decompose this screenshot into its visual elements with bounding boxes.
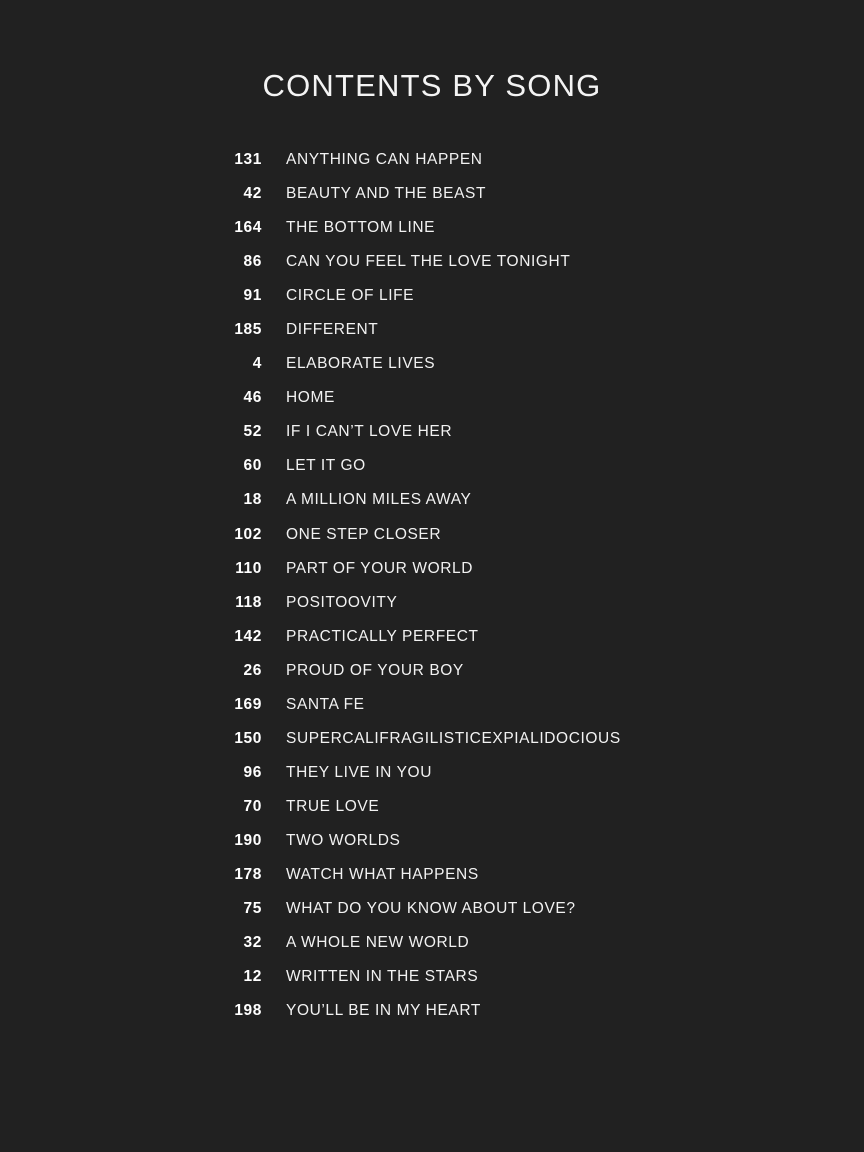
toc-entry bbox=[0, 892, 864, 926]
song-title: YOU’LL BE IN MY HEART bbox=[286, 1002, 481, 1020]
page-number: 150 bbox=[234, 729, 262, 747]
song-title: BEAUTY AND THE BEAST bbox=[286, 185, 487, 203]
page-number: 102 bbox=[234, 525, 262, 543]
song-title: PRACTICALLY PERFECT bbox=[286, 627, 479, 645]
page-number: 96 bbox=[243, 763, 262, 781]
song-title: CAN YOU FEEL THE LOVE TONIGHT bbox=[286, 253, 571, 271]
toc-entry bbox=[0, 926, 864, 960]
toc-entry bbox=[0, 415, 864, 449]
song-title: PART OF YOUR WORLD bbox=[286, 559, 474, 577]
page-number: 198 bbox=[234, 1002, 262, 1020]
song-title: WRITTEN IN THE STARS bbox=[286, 968, 479, 986]
page-number: 26 bbox=[243, 661, 262, 679]
page-number: 164 bbox=[234, 219, 262, 237]
toc-entry bbox=[0, 960, 864, 994]
song-title: CIRCLE OF LIFE bbox=[286, 287, 415, 305]
song-title: ANYTHING CAN HAPPEN bbox=[286, 151, 483, 168]
toc-entry bbox=[0, 824, 864, 858]
song-title: SUPERCALIFRAGILISTICEXPIALIDOCIOUS bbox=[286, 729, 621, 747]
song-title: PROUD OF YOUR BOY bbox=[286, 661, 464, 679]
song-title: SANTA FE bbox=[286, 695, 365, 713]
page-number: 60 bbox=[243, 457, 262, 475]
page-number: 18 bbox=[243, 491, 262, 509]
song-title: LET IT GO bbox=[286, 457, 366, 475]
toc-entry bbox=[0, 143, 864, 177]
song-title: POSITOOVITY bbox=[286, 593, 398, 611]
page-number: 42 bbox=[243, 185, 262, 203]
page-number: 142 bbox=[234, 627, 262, 645]
toc-entry bbox=[0, 994, 864, 1028]
page-number: 118 bbox=[235, 593, 262, 611]
page-number: 46 bbox=[243, 389, 262, 407]
song-title: A WHOLE NEW WORLD bbox=[286, 934, 470, 952]
toc-entry bbox=[0, 347, 864, 381]
toc-entry bbox=[0, 756, 864, 790]
toc-entry bbox=[0, 177, 864, 211]
page-number: 169 bbox=[234, 695, 262, 713]
song-title: A MILLION MILES AWAY bbox=[286, 491, 472, 509]
toc-entry bbox=[0, 211, 864, 245]
toc-entry bbox=[0, 858, 864, 892]
toc-entry bbox=[0, 552, 864, 586]
page-number: 75 bbox=[243, 900, 262, 918]
toc-entry bbox=[0, 518, 864, 552]
toc-entry bbox=[0, 722, 864, 756]
song-title: WHAT DO YOU KNOW ABOUT LOVE? bbox=[286, 900, 576, 918]
toc-entry bbox=[0, 688, 864, 722]
page-number: 4 bbox=[252, 355, 262, 373]
page-number: 52 bbox=[243, 423, 262, 441]
toc-entry bbox=[0, 279, 864, 313]
toc-entry bbox=[0, 620, 864, 654]
toc-entry bbox=[0, 483, 864, 517]
song-title: TWO WORLDS bbox=[286, 831, 401, 849]
song-title: DIFFERENT bbox=[286, 321, 379, 339]
song-title: WATCH WHAT HAPPENS bbox=[286, 865, 479, 883]
page-number: 190 bbox=[234, 831, 262, 849]
page-number: 86 bbox=[243, 253, 262, 271]
page-title: CONTENTS BY SONG bbox=[262, 68, 602, 103]
toc-entry bbox=[0, 790, 864, 824]
song-title: ONE STEP CLOSER bbox=[286, 525, 442, 543]
song-title: ELABORATE LIVES bbox=[286, 355, 436, 373]
page-number: 32 bbox=[243, 934, 262, 952]
toc-entry bbox=[0, 245, 864, 279]
page-number: 178 bbox=[234, 865, 262, 883]
page-number: 131 bbox=[234, 151, 262, 168]
table-of-contents bbox=[0, 143, 864, 1028]
song-title: THEY LIVE IN YOU bbox=[286, 763, 432, 781]
page-number: 110 bbox=[235, 559, 262, 577]
toc-entry bbox=[0, 381, 864, 415]
page-number: 91 bbox=[243, 287, 262, 305]
song-title: IF I CAN’T LOVE HER bbox=[286, 423, 453, 441]
toc-entry bbox=[0, 586, 864, 620]
page-number: 12 bbox=[243, 968, 262, 986]
song-title: TRUE LOVE bbox=[286, 797, 380, 815]
song-title: THE BOTTOM LINE bbox=[286, 219, 436, 237]
page-number: 185 bbox=[234, 321, 262, 339]
toc-entry bbox=[0, 449, 864, 483]
toc-entry bbox=[0, 654, 864, 688]
page-number: 70 bbox=[243, 797, 262, 815]
song-title: HOME bbox=[286, 389, 335, 407]
toc-entry bbox=[0, 313, 864, 347]
